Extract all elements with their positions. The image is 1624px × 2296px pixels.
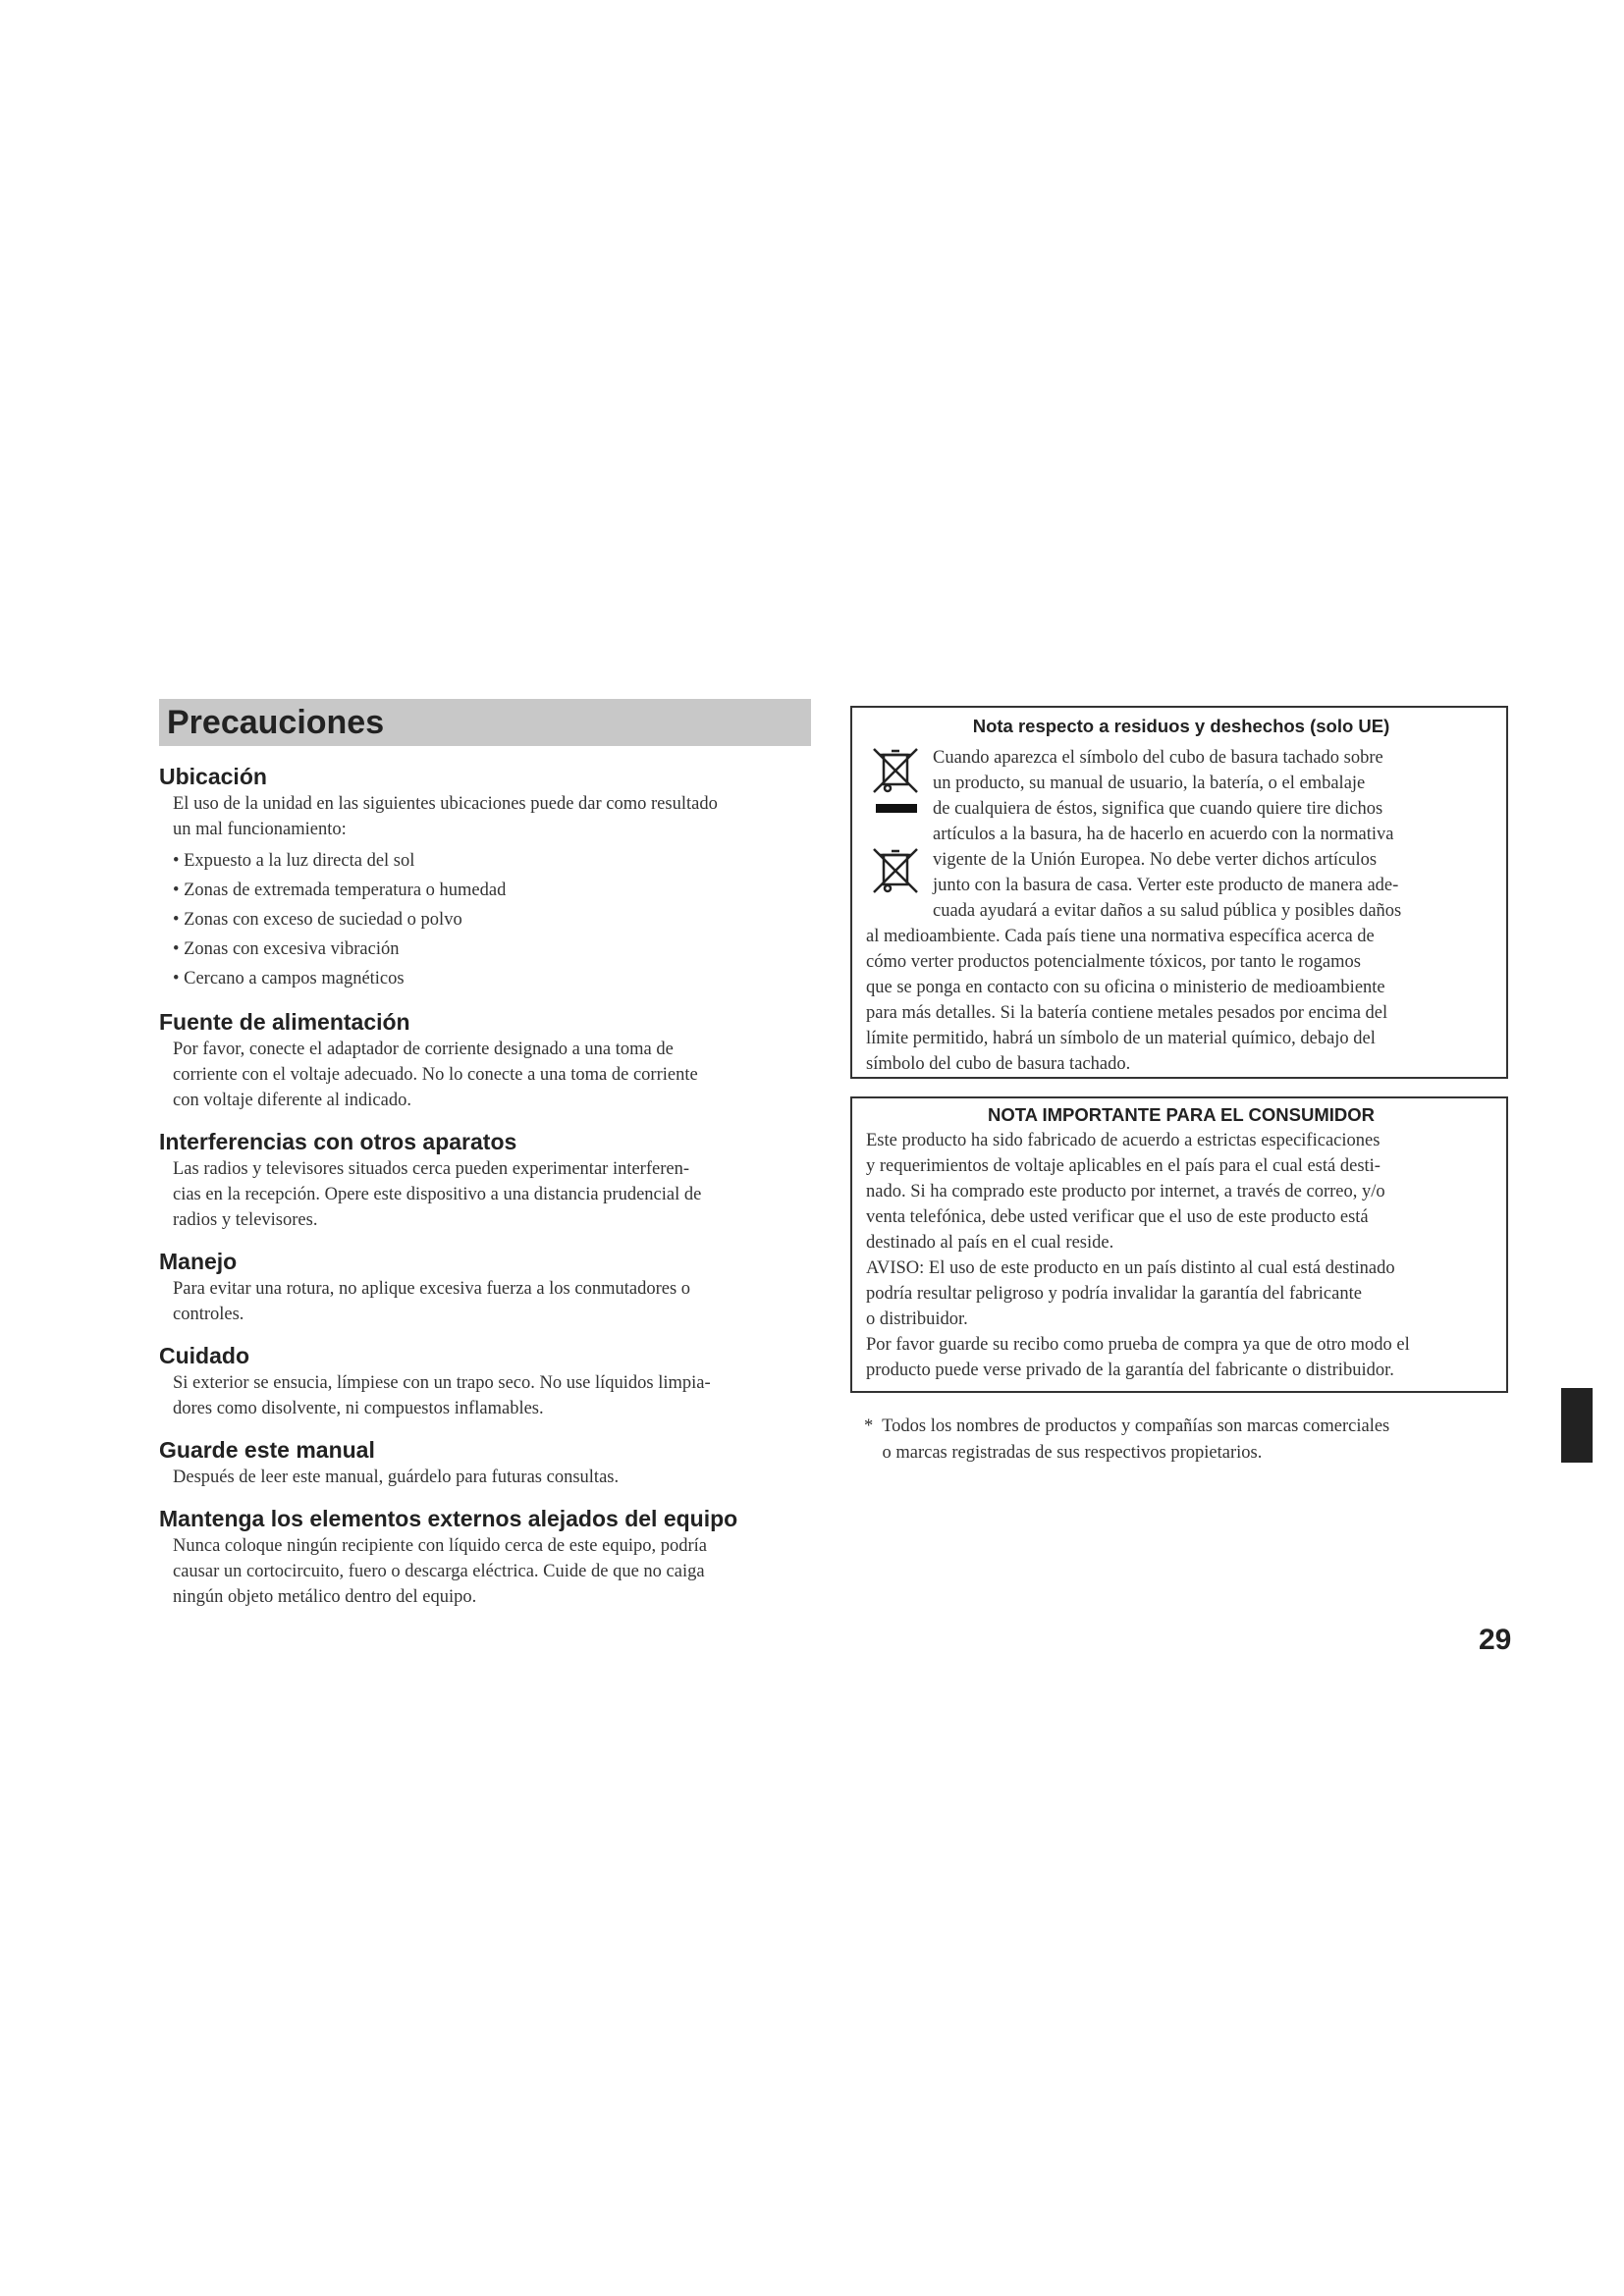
section-cuidado — [159, 1341, 827, 1421]
bullet-list — [173, 846, 827, 993]
page-title: Precauciones — [167, 703, 385, 741]
text-line: cómo verter productos potencialmente tóxicos, por tanto le rogamos — [866, 952, 1361, 972]
weee-heading: Nota respecto a residuos y deshechos (solo UE) — [972, 716, 1390, 736]
text-line: nado. Si ha comprado este producto por internet, a través de correo, y/o — [866, 1182, 1385, 1201]
text-line: cuada ayudará a evitar daños a su salud pública y posibles daños — [933, 901, 1402, 921]
bar-icon — [876, 804, 917, 813]
text-line: venta telefónica, debe usted verificar que el uso de este producto está — [866, 1207, 1369, 1227]
list-item: • Cercano a campos magnéticos — [173, 964, 827, 993]
text-line: al medioambiente. Cada país tiene una normativa específica acerca de — [866, 927, 1375, 946]
section-tab-marker — [1561, 1388, 1593, 1463]
section-interferencias — [159, 1127, 827, 1233]
section-text-line: con voltaje diferente al indicado. — [173, 1091, 411, 1110]
section-text-line: ningún objeto metálico dentro del equipo. — [173, 1587, 477, 1607]
section-ubicacion — [159, 762, 827, 993]
text-line: de cualquiera de éstos, significa que cuando quiere tire dichos — [933, 799, 1383, 819]
weee-notice-box — [850, 706, 1508, 1079]
list-item: • Zonas de extremada temperatura o humedad — [173, 876, 827, 905]
section-text-line: causar un cortocircuito, fuero o descarga eléctrica. Cuide de que no caiga — [173, 1562, 705, 1581]
left-column — [159, 699, 827, 1610]
text-line: vigente de la Unión Europea. No debe verter dichos artículos — [933, 850, 1378, 870]
text-line: artículos a la basura, ha de hacerlo en acuerdo con la normativa — [933, 825, 1394, 844]
text-line: símbolo del cubo de basura tachado. — [866, 1054, 1131, 1074]
section-text-line: Si exterior se ensucia, límpiese con un trapo seco. No use líquidos limpia- — [173, 1373, 711, 1393]
list-item: • Zonas con exceso de suciedad o polvo — [173, 905, 827, 934]
text-line: AVISO: El uso de este producto en un país distinto al cual está destinado — [866, 1258, 1395, 1278]
weee-full-text — [866, 924, 1504, 1077]
section-heading: Mantenga los elementos externos alejados del equipo — [159, 1506, 738, 1531]
section-text-line: un mal funcionamiento: — [173, 820, 347, 839]
weee-indented-text — [933, 745, 1507, 924]
text-line: o distribuidor. — [866, 1309, 968, 1329]
section-text-line: cias en la recepción. Opere este dispositivo a una distancia prudencial de — [173, 1185, 702, 1204]
section-text-line: Para evitar una rotura, no aplique excesiva fuerza a los conmutadores o — [173, 1279, 691, 1299]
section-text-line: Nunca coloque ningún recipiente con líquido cerca de este equipo, podría — [173, 1536, 708, 1556]
section-manejo — [159, 1247, 827, 1327]
list-item: • Expuesto a la luz directa del sol — [173, 846, 827, 876]
section-text-line: Las radios y televisores situados cerca pueden experimentar interferen- — [173, 1159, 689, 1179]
text-line: podría resultar peligroso y podría invalidar la garantía del fabricante — [866, 1284, 1362, 1304]
text-line: un producto, su manual de usuario, la batería, o el embalaje — [933, 774, 1366, 793]
section-heading: Guarde este manual — [159, 1437, 375, 1463]
text-line: Este producto ha sido fabricado de acuerdo a estrictas especificaciones — [866, 1131, 1380, 1150]
consumer-heading: NOTA IMPORTANTE PARA EL CONSUMIDOR — [988, 1104, 1375, 1125]
text-line: Cuando aparezca el símbolo del cubo de basura tachado sobre — [933, 748, 1383, 768]
title-bar — [159, 699, 811, 746]
text-line: producto puede verse privado de la garantía del fabricante o distribuidor. — [866, 1361, 1394, 1380]
crossed-bin-icon — [874, 849, 917, 892]
section-heading: Cuidado — [159, 1343, 249, 1368]
section-text-line: El uso de la unidad en las siguientes ubicaciones puede dar como resultado — [173, 794, 718, 814]
section-heading: Manejo — [159, 1249, 238, 1274]
section-text-line: Por favor, conecte el adaptador de corriente designado a una toma de — [173, 1040, 674, 1059]
trademark-footnote — [864, 1414, 1512, 1467]
section-guarde — [159, 1435, 827, 1490]
text-line: que se ponga en contacto con su oficina o ministerio de medioambiente — [866, 978, 1385, 997]
list-item: • Zonas con excesiva vibración — [173, 934, 827, 964]
section-mantenga — [159, 1504, 827, 1610]
weee-icons — [866, 745, 925, 941]
section-heading: Ubicación — [159, 764, 267, 789]
section-heading: Fuente de alimentación — [159, 1009, 410, 1035]
section-fuente — [159, 1007, 827, 1113]
section-text-line: dores como disolvente, ni compuestos inflamables. — [173, 1399, 544, 1418]
footnote-line: * Todos los nombres de productos y compañías son marcas comerciales — [864, 1416, 1390, 1436]
page-number: 29 — [1479, 1624, 1512, 1656]
footnote-line: o marcas registradas de sus respectivos propietarios. — [864, 1443, 1263, 1463]
crossed-bin-icon — [874, 749, 917, 792]
text-line: para más detalles. Si la batería contiene metales pesados por encima del — [866, 1003, 1388, 1023]
text-line: y requerimientos de voltaje aplicables en el país para el cual está desti- — [866, 1156, 1380, 1176]
section-text-line: controles. — [173, 1305, 244, 1324]
section-text-line: Después de leer este manual, guárdelo para futuras consultas. — [173, 1468, 620, 1487]
section-text-line: corriente con el voltaje adecuado. No lo conecte a una toma de corriente — [173, 1065, 698, 1085]
text-line: Por favor guarde su recibo como prueba de compra ya que de otro modo el — [866, 1335, 1410, 1355]
text-line: límite permitido, habrá un símbolo de un material químico, debajo del — [866, 1029, 1376, 1048]
section-heading: Interferencias con otros aparatos — [159, 1129, 517, 1154]
text-line: destinado al país en el cual reside. — [866, 1233, 1114, 1253]
consumer-notice-box — [850, 1096, 1508, 1393]
text-line: junto con la basura de casa. Verter este producto de manera ade- — [933, 876, 1399, 895]
section-text-line: radios y televisores. — [173, 1210, 318, 1230]
